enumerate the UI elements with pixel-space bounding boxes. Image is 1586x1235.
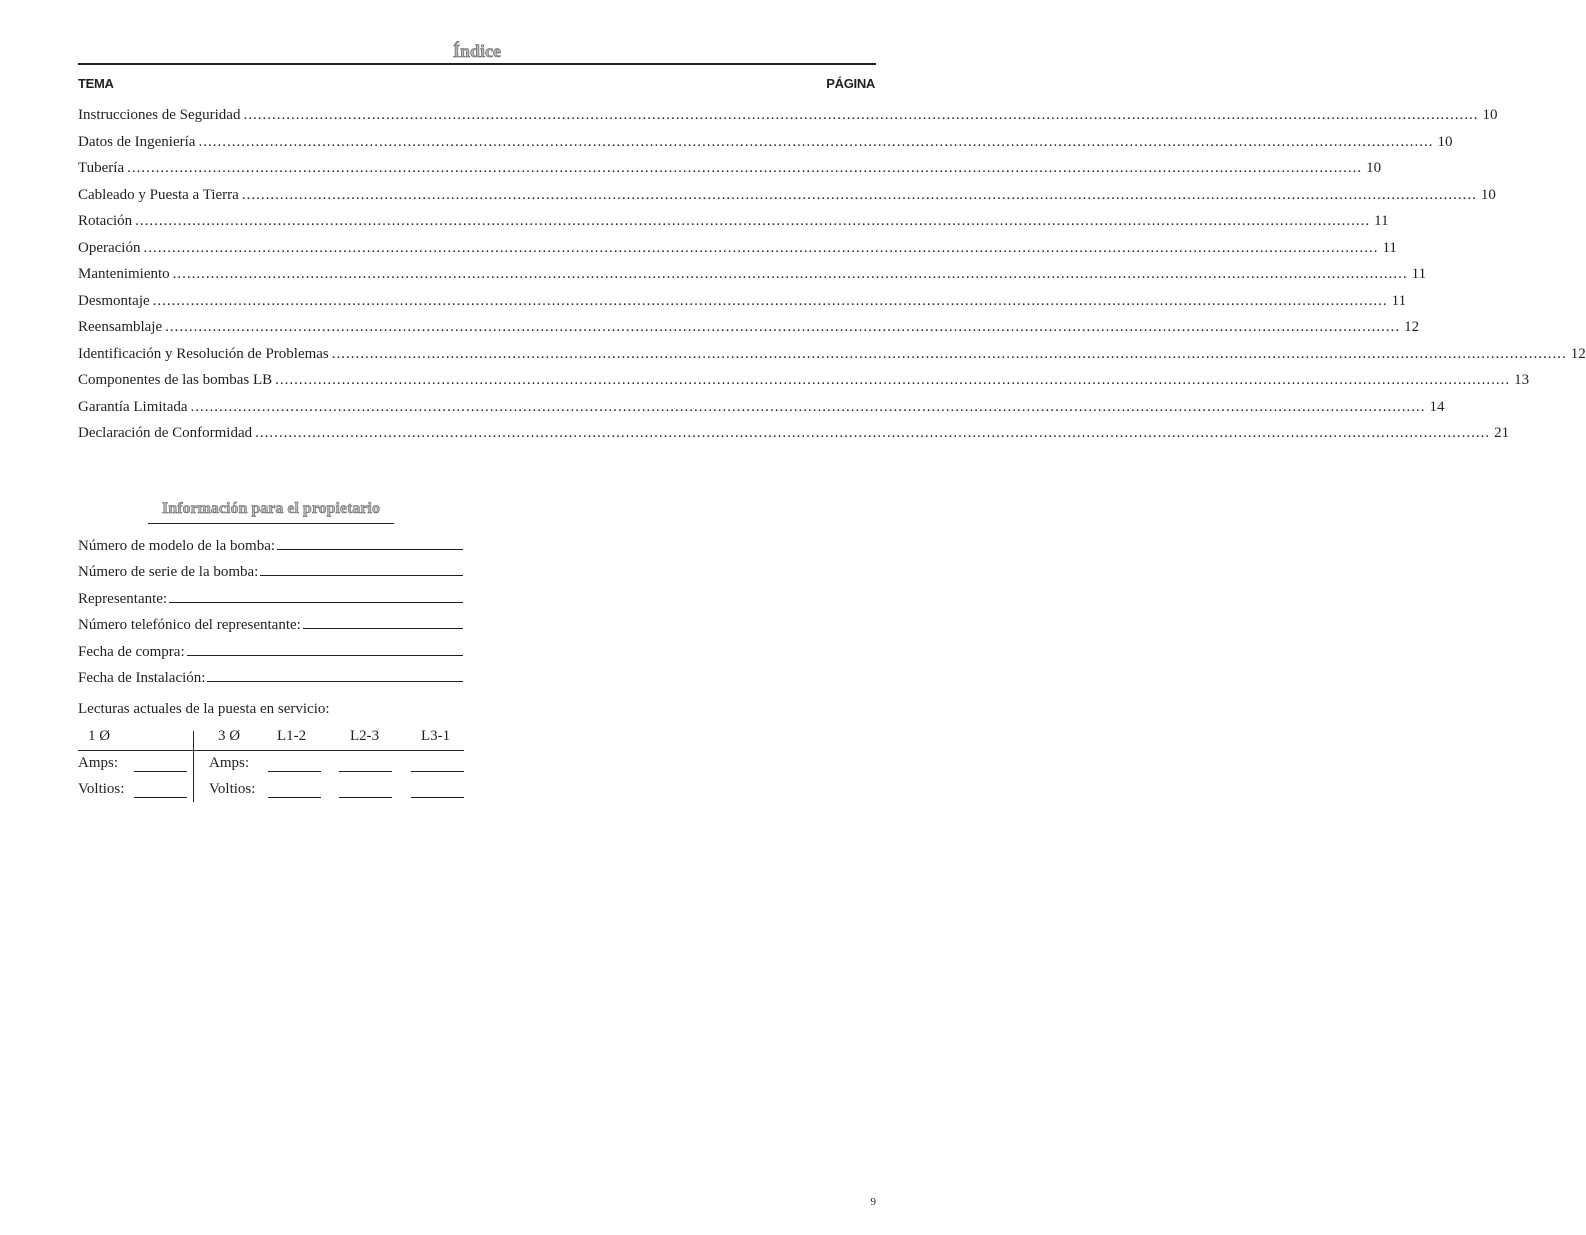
toc-entry-page: 12 — [1570, 345, 1586, 362]
toc-entry — [78, 341, 1586, 368]
toc-entry-page: 11 — [1411, 266, 1427, 282]
toc-entry-topic: Datos de Ingeniería — [78, 133, 196, 150]
toc-entry — [78, 235, 1397, 262]
field-serial-number — [78, 559, 463, 581]
index-title: Índice — [452, 41, 501, 61]
blank-amps-l1-2[interactable] — [268, 771, 321, 772]
field-model-number — [78, 533, 463, 555]
blank-volts-l2-3[interactable] — [339, 797, 392, 798]
toc-entry-page: 12 — [1404, 319, 1420, 335]
toc-entry-topic: Cableado y Puesta a Tierra — [78, 186, 239, 203]
header-l2-3: L2-3 — [350, 728, 380, 744]
toc-entry — [78, 314, 1420, 341]
toc-dot-leader: .................................................................................................................................................................................................................................................................... — [190, 398, 1426, 415]
field-blank-line[interactable] — [277, 549, 463, 550]
field-label: Número telefónico del representante: — [78, 617, 301, 633]
table-of-contents — [78, 102, 1586, 447]
blank-volts-l3-1[interactable] — [411, 797, 464, 798]
toc-entry-topic: Declaración de Conformidad — [78, 425, 253, 441]
toc-entry — [78, 367, 1530, 394]
blank-amps-l2-3[interactable] — [339, 771, 392, 772]
owner-info-title: Información para el propietario — [162, 500, 380, 517]
toc-dot-leader: .................................................................................................................................................................................................................................................................... — [135, 213, 1371, 229]
field-label: Número de modelo de la bomba: — [78, 538, 276, 554]
toc-entry-topic: Desmontaje — [78, 292, 150, 309]
toc-entry-page: 10 — [1366, 160, 1382, 176]
toc-entry — [78, 182, 1496, 209]
toc-dot-leader: .................................................................................................................................................................................................................................................................... — [241, 186, 1477, 203]
toc-entry-topic: Garantía Limitada — [78, 398, 188, 415]
toc-dot-leader: .................................................................................................................................................................................................................................................................... — [172, 266, 1408, 282]
toc-entry — [78, 420, 1510, 447]
blank-volts-l1-2[interactable] — [268, 797, 321, 798]
readings-divider — [193, 731, 194, 802]
toc-entry-page: 14 — [1429, 398, 1445, 415]
label-volts-three: Voltios: — [209, 781, 256, 797]
toc-entry-topic: Reensamblaje — [78, 319, 163, 335]
index-title-rule — [78, 63, 876, 65]
toc-entry-topic: Rotación — [78, 213, 133, 229]
label-amps-single: Amps: — [78, 755, 119, 771]
field-representative-phone — [78, 612, 463, 634]
toc-dot-leader: .................................................................................................................................................................................................................................................................... — [255, 425, 1491, 441]
toc-entry-topic: Mantenimiento — [78, 266, 170, 282]
field-blank-line[interactable] — [303, 628, 463, 629]
toc-entry-page: 21 — [1494, 425, 1510, 441]
column-header-page: PÁGINA — [826, 76, 875, 91]
field-blank-line[interactable] — [187, 655, 463, 656]
toc-entry-topic: Operación — [78, 239, 141, 256]
toc-entry — [78, 102, 1498, 129]
page-number: 9 — [870, 1196, 876, 1208]
toc-entry-page: 13 — [1514, 372, 1530, 388]
field-label: Representante: — [78, 591, 168, 607]
field-label: Fecha de Instalación: — [78, 670, 206, 686]
toc-dot-leader: .................................................................................................................................................................................................................................................................... — [243, 107, 1479, 123]
toc-entry — [78, 288, 1407, 315]
blank-amps-l3-1[interactable] — [411, 771, 464, 772]
toc-entry-topic: Instrucciones de Seguridad — [78, 107, 241, 123]
column-header-topic: TEMA — [78, 76, 114, 91]
field-label: Fecha de compra: — [78, 644, 185, 660]
toc-entry-page: 11 — [1374, 213, 1389, 229]
field-blank-line[interactable] — [260, 575, 463, 576]
field-installation-date — [78, 665, 463, 687]
blank-volts-single[interactable] — [134, 797, 187, 798]
toc-entry-page: 10 — [1437, 133, 1453, 150]
toc-entry — [78, 208, 1389, 235]
field-purchase-date — [78, 639, 463, 661]
header-single-phase: 1 Ø — [88, 728, 111, 744]
owner-info-title-rule — [148, 523, 394, 524]
blank-amps-single[interactable] — [134, 771, 187, 772]
label-amps-three: Amps: — [209, 755, 250, 771]
toc-entry-page: 10 — [1480, 186, 1496, 203]
toc-dot-leader: .................................................................................................................................................................................................................................................................... — [152, 292, 1388, 309]
field-label: Número de serie de la bomba: — [78, 564, 259, 580]
toc-dot-leader: .................................................................................................................................................................................................................................................................... — [275, 372, 1511, 388]
toc-entry-page: 11 — [1382, 239, 1397, 256]
toc-dot-leader: .................................................................................................................................................................................................................................................................... — [198, 133, 1434, 150]
toc-entry-page: 11 — [1391, 292, 1407, 309]
readings-header-rule — [78, 750, 464, 751]
toc-dot-leader: .................................................................................................................................................................................................................................................................... — [165, 319, 1401, 335]
label-volts-single: Voltios: — [78, 781, 125, 797]
header-l3-1: L3-1 — [421, 728, 451, 744]
toc-dot-leader: .................................................................................................................................................................................................................................................................... — [143, 239, 1379, 256]
toc-entry-topic: Identificación y Resolución de Problemas — [78, 345, 329, 362]
header-three-phase: 3 Ø — [218, 728, 241, 744]
readings-intro: Lecturas actuales de la puesta en servicio: — [78, 701, 330, 717]
toc-entry — [78, 394, 1445, 421]
field-blank-line[interactable] — [169, 602, 463, 603]
toc-entry-page: 10 — [1482, 107, 1498, 123]
field-representative — [78, 586, 463, 608]
field-blank-line[interactable] — [207, 681, 463, 682]
toc-entry — [78, 261, 1427, 288]
toc-entry-topic: Componentes de las bombas LB — [78, 372, 273, 388]
header-l1-2: L1-2 — [277, 728, 307, 744]
toc-dot-leader: .................................................................................................................................................................................................................................................................... — [331, 345, 1567, 362]
toc-entry-topic: Tubería — [78, 160, 125, 176]
toc-entry — [78, 129, 1453, 156]
toc-entry — [78, 155, 1382, 182]
toc-dot-leader: .................................................................................................................................................................................................................................................................... — [127, 160, 1363, 176]
